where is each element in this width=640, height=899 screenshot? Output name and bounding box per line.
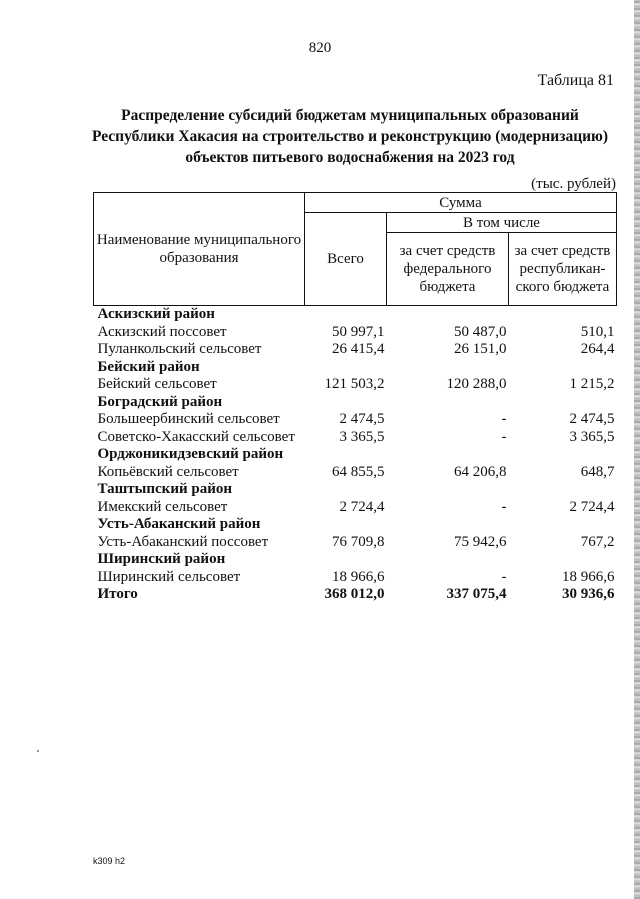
total-amount: 3 365,5 [339,428,385,445]
page-number: 820 [308,40,332,56]
republic-amount: 648,7 [580,463,615,480]
republic-amount: 30 936,6 [562,586,615,602]
total-amount: 76 709,8 [332,533,385,550]
district-row [94,359,617,377]
republic-amount: 18 966,6 [562,568,615,585]
district-row [94,306,617,324]
municipality-name: Пуланкольский сельсовет [97,341,262,357]
federal-amount: 75 942,6 [454,533,507,550]
units-label: (тыс. рублей) [531,176,616,192]
federal-amount: 64 206,8 [454,463,507,480]
district-name: Аскизский район [97,306,215,322]
subsidy-table [93,192,617,604]
table-row [94,464,617,482]
municipality-name: Большеербинский сельсовет [97,411,280,427]
municipality-name: Аскизский поссовет [97,323,227,340]
district-name: Усть-Абаканский район [97,516,261,532]
republic-amount: 264,4 [580,341,615,357]
header-republic-column: за счет средств республикан-ского бюджета [509,233,617,306]
table-label: Таблица 81 [537,72,614,89]
document-title [70,105,630,168]
federal-amount: 120 288,0 [446,376,507,392]
district-name: Бейский район [97,358,200,375]
footer-code: k309 h2 [93,856,126,866]
republic-amount: 3 365,5 [569,428,615,445]
total-amount: 368 012,0 [324,586,385,602]
district-name: Орджоникидзевский район [97,446,284,462]
municipality-name: Бейский сельсовет [97,376,217,392]
municipality-name: Имекский сельсовет [97,498,228,515]
table-header [94,193,617,306]
table-row [94,341,617,359]
federal-amount: 26 151,0 [454,341,507,357]
total-amount: 121 503,2 [324,376,385,392]
federal-amount: - [501,498,507,515]
total-amount: 18 966,6 [332,568,385,585]
federal-amount: - [501,428,507,445]
header-name-column: Наименование муниципального образования [94,193,305,306]
table-row [94,429,617,447]
republic-amount: 2 724,4 [569,498,615,515]
district-name: Таштыпский район [97,481,232,497]
municipality-name: Советско-Хакасский сельсовет [97,428,295,445]
table-row [94,499,617,517]
district-row [94,516,617,534]
municipality-name: Копьёвский сельсовет [97,463,239,480]
republic-amount: 767,2 [580,533,615,550]
scan-artifact-dot [37,750,39,752]
district-row [94,481,617,499]
scan-edge [634,0,640,899]
republic-amount: 1 215,2 [569,376,615,392]
total-amount: 64 855,5 [332,463,385,480]
municipality-name: Итого [97,586,138,602]
header-federal-column: за счет средств федерального бюджета [387,233,509,306]
title-line: Республики Хакасия на строительство и реконструкцию (модернизацию) [91,128,609,145]
municipality-name: Ширинский сельсовет [97,568,241,585]
table-body [94,306,617,604]
table-row [94,534,617,552]
district-row [94,394,617,412]
federal-amount: - [501,568,507,585]
header-including: В том числе [387,213,617,233]
district-row [94,551,617,569]
table-row [94,411,617,429]
republic-amount: 510,1 [580,323,615,340]
republic-amount: 2 474,5 [569,411,615,427]
municipality-name: Усть-Абаканский поссовет [97,533,269,550]
district-row [94,446,617,464]
table-row [94,569,617,587]
total-amount: 2 474,5 [339,411,385,427]
title-line: Распределение субсидий бюджетам муниципальных образований [121,107,579,124]
district-name: Боградский район [97,393,223,410]
table-row [94,376,617,394]
federal-amount: - [501,411,507,427]
total-row [94,586,617,604]
title-line: объектов питьевого водоснабжения на 2023 год [185,149,515,166]
total-amount: 26 415,4 [332,341,385,357]
federal-amount: 50 487,0 [454,323,507,340]
total-amount: 2 724,4 [339,498,385,515]
total-amount: 50 997,1 [332,323,385,340]
table-row [94,324,617,342]
header-total-column: Всего [305,213,387,306]
federal-amount: 337 075,4 [446,586,507,602]
header-sum: Сумма [305,193,617,213]
district-name: Ширинский район [97,551,226,567]
